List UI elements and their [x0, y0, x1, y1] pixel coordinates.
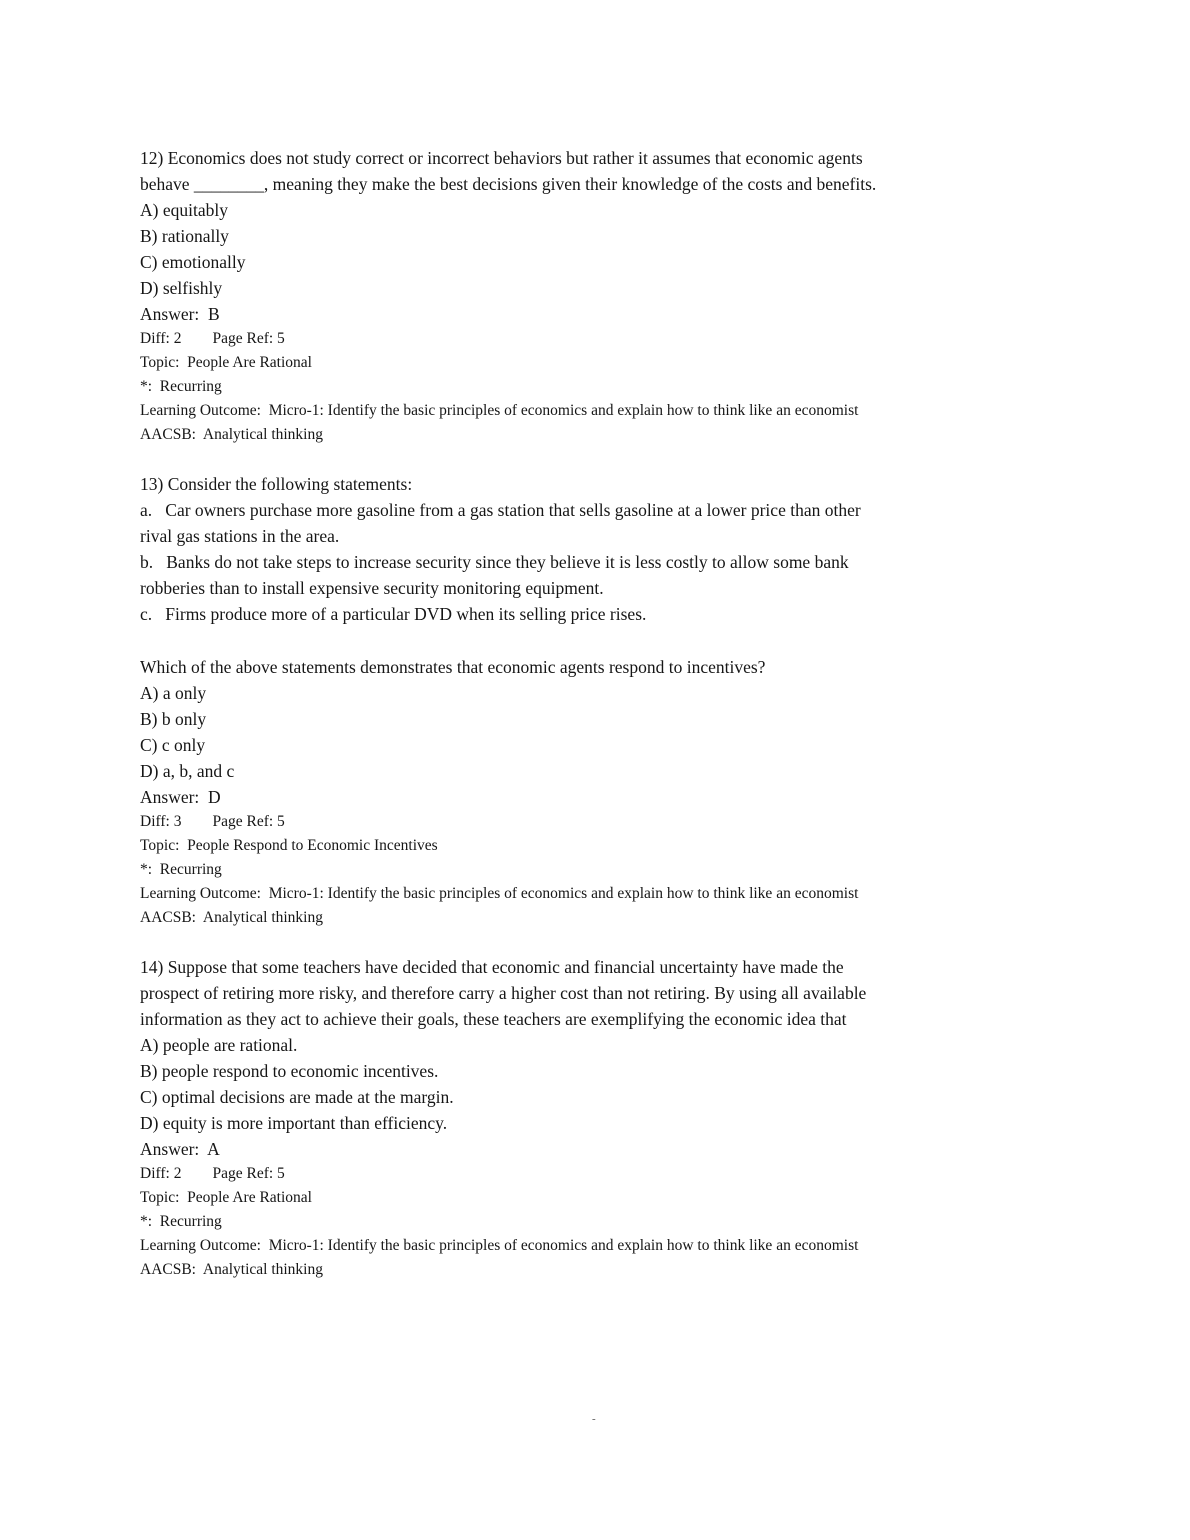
answer-option-b: B) rationally	[140, 226, 229, 246]
answer-option-d: D) selfishly	[140, 278, 223, 298]
question-text-line: Which of the above statements demonstrates that economic agents respond to incentives?	[140, 657, 766, 677]
topic-line: Topic: People Are Rational	[140, 1189, 312, 1206]
question-text-line: 14) Suppose that some teachers have decided that economic and financial uncertainty have made the	[140, 957, 844, 977]
answer-key-line: Answer: B	[140, 304, 220, 324]
statement-a-line: rival gas stations in the area.	[140, 526, 340, 546]
learning-outcome-line: Learning Outcome: Micro-1: Identify the basic principles of economics and explain how to think like an economist	[140, 402, 859, 419]
answer-key-line: Answer: D	[140, 787, 221, 807]
question-block-12	[140, 145, 1075, 447]
aacsb-line: AACSB: Analytical thinking	[140, 1261, 323, 1278]
answer-option-a: A) equitably	[140, 200, 228, 220]
page-content	[140, 145, 1075, 1282]
recurring-line: *: Recurring	[140, 1213, 222, 1230]
question-text-line: behave ________, meaning they make the best decisions given their knowledge of the costs and benefits.	[140, 174, 877, 194]
answer-option-b: B) people respond to economic incentives.	[140, 1061, 439, 1081]
aacsb-line: AACSB: Analytical thinking	[140, 909, 323, 926]
diff-pageref-line: Diff: 2 Page Ref: 5	[140, 1165, 285, 1182]
question-block-13	[140, 471, 1075, 930]
recurring-line: *: Recurring	[140, 378, 222, 395]
answer-option-a: A) a only	[140, 683, 207, 703]
answer-option-c: C) c only	[140, 735, 206, 755]
answer-option-d: D) a, b, and c	[140, 761, 235, 781]
question-text-line: information as they act to achieve their goals, these teachers are exemplifying the economic idea that	[140, 1009, 847, 1029]
answer-option-a: A) people are rational.	[140, 1035, 298, 1055]
answer-option-d: D) equity is more important than efficiency.	[140, 1113, 448, 1133]
learning-outcome-line: Learning Outcome: Micro-1: Identify the basic principles of economics and explain how to think like an economist	[140, 885, 859, 902]
page-footer-mark: -	[592, 1413, 596, 1425]
question-text-line: 13) Consider the following statements:	[140, 474, 413, 494]
diff-pageref-line: Diff: 2 Page Ref: 5	[140, 330, 285, 347]
statement-b-line: b. Banks do not take steps to increase security since they believe it is less costly to allow some bank	[140, 552, 849, 572]
statement-a-line: a. Car owners purchase more gasoline from a gas station that sells gasoline at a lower price than other	[140, 500, 861, 520]
answer-option-c: C) emotionally	[140, 252, 246, 272]
aacsb-line: AACSB: Analytical thinking	[140, 426, 323, 443]
topic-line: Topic: People Are Rational	[140, 354, 312, 371]
question-text-line: 12) Economics does not study correct or incorrect behaviors but rather it assumes that economic agents	[140, 148, 863, 168]
statement-c-line: c. Firms produce more of a particular DVD when its selling price rises.	[140, 604, 647, 624]
learning-outcome-line: Learning Outcome: Micro-1: Identify the basic principles of economics and explain how to think like an economist	[140, 1237, 859, 1254]
answer-option-c: C) optimal decisions are made at the margin.	[140, 1087, 454, 1107]
question-block-14	[140, 954, 1075, 1282]
topic-line: Topic: People Respond to Economic Incentives	[140, 837, 438, 854]
statement-b-line: robberies than to install expensive security monitoring equipment.	[140, 578, 604, 598]
question-prompt-group	[140, 654, 1075, 810]
answer-option-b: B) b only	[140, 709, 207, 729]
diff-pageref-line: Diff: 3 Page Ref: 5	[140, 813, 285, 830]
recurring-line: *: Recurring	[140, 861, 222, 878]
question-text-line: prospect of retiring more risky, and therefore carry a higher cost than not retiring. By using all available	[140, 983, 867, 1003]
answer-key-line: Answer: A	[140, 1139, 220, 1159]
